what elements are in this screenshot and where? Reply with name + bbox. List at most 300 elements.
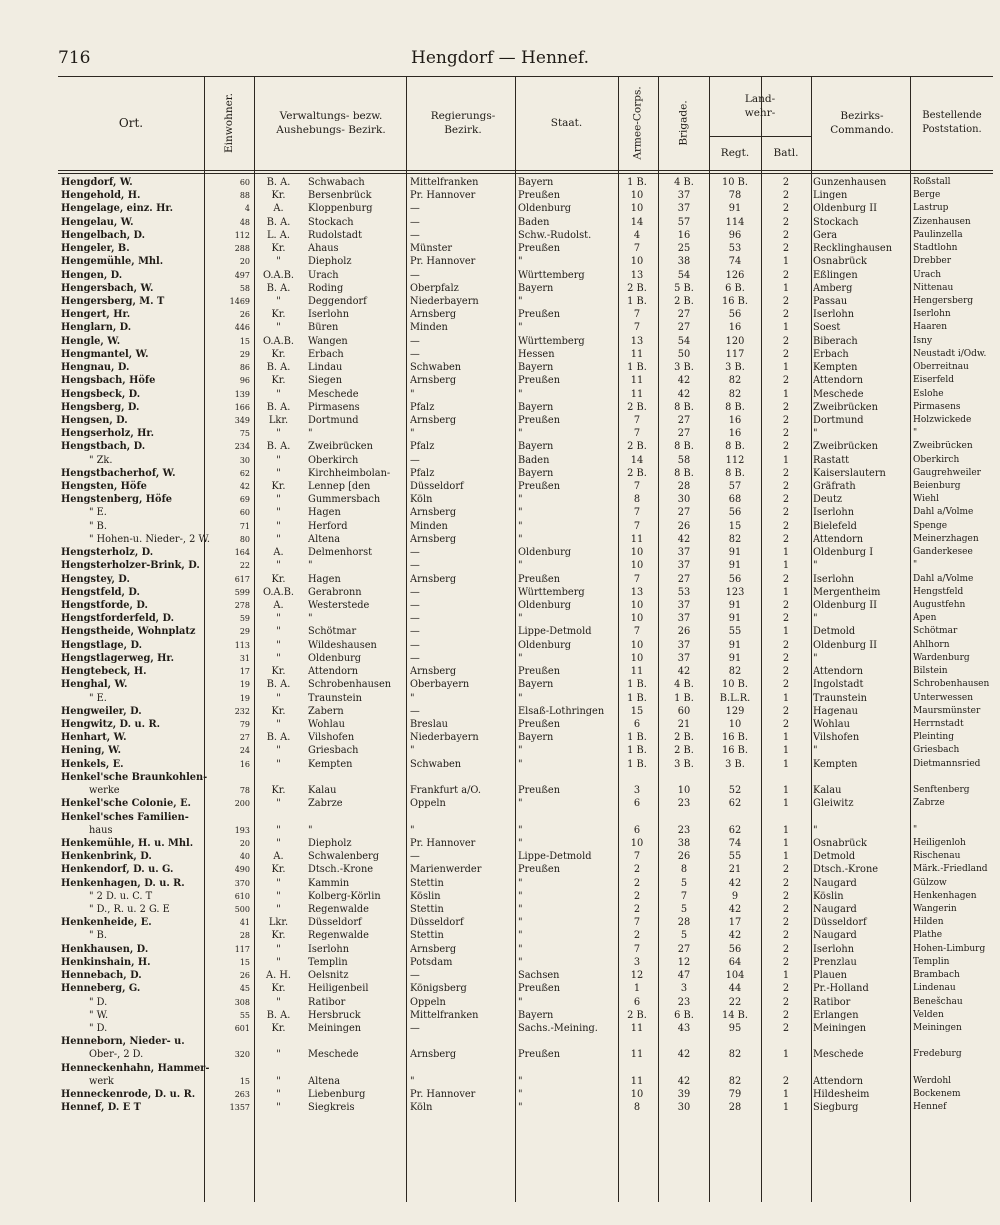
cell-brig: 8 B. — [674, 401, 694, 413]
cell-staat: Oldenburg — [518, 547, 572, 559]
table-row — [58, 639, 993, 652]
cell-regt: 16 — [728, 428, 742, 440]
cell-regt: B.L.R. — [719, 692, 751, 704]
table-row — [58, 784, 993, 797]
cell-batl: 1 — [782, 732, 790, 744]
cell-brig: 27 — [677, 507, 691, 519]
cell-typ: " — [276, 1089, 281, 1101]
cell-reg: — — [410, 269, 420, 281]
cell-staat: Württemberg — [518, 269, 585, 281]
cell-staat: Preußen — [518, 243, 561, 255]
cell-staat: Sachs.-Meining. — [518, 1023, 598, 1034]
table-row — [58, 1022, 993, 1035]
cell-pop: 60 — [239, 178, 250, 187]
cell-name: Henhart, W. — [61, 732, 127, 744]
cell-ak: 1 B. — [627, 758, 647, 770]
cell-post: Apen — [913, 613, 937, 624]
cell-batl: 2 — [782, 573, 790, 585]
cell-post: Velden — [913, 1009, 944, 1020]
cell-regt: 17 — [728, 917, 742, 929]
cell-typ: Kr. — [271, 1023, 286, 1034]
cell-regt: 16 B. — [722, 295, 748, 307]
cell-batl: 1 — [782, 388, 790, 400]
cell-verw: " — [308, 824, 313, 836]
cell-typ: " — [276, 256, 281, 268]
cell-batl: 2 — [782, 190, 790, 202]
cell-reg: Stettin — [410, 930, 444, 942]
cell-regt: 68 — [728, 494, 742, 506]
cell-pop: 490 — [234, 865, 250, 875]
cell-typ: " — [276, 877, 281, 889]
table-body — [58, 176, 993, 1115]
cell-regt: 91 — [728, 652, 742, 664]
cell-pop: 79 — [239, 719, 250, 729]
cell-regt: 10 B. — [722, 177, 748, 188]
cell-reg: " — [410, 1075, 415, 1087]
cell-bez: Pr.-Holland — [813, 983, 869, 995]
cell-brig: 43 — [677, 1023, 691, 1034]
cell-name: " 2 D. u. C. T — [89, 890, 153, 902]
cell-post: Heiligenloh — [913, 837, 966, 848]
cell-batl: 2 — [782, 507, 790, 519]
cell-post: Senftenberg — [913, 785, 970, 796]
cell-reg: Marienwerder — [410, 864, 482, 876]
cell-reg: Oppeln — [410, 996, 446, 1008]
cell-name: Henneborn, Nieder- u. — [61, 1036, 185, 1048]
cell-pop: 40 — [239, 852, 250, 862]
table-row — [58, 969, 993, 982]
cell-verw: Liebenburg — [308, 1089, 366, 1101]
cell-bez: Iserlohn — [813, 309, 855, 321]
cell-brig: 30 — [677, 1102, 691, 1114]
cell-ak: 10 — [630, 547, 644, 559]
cell-reg: " — [410, 692, 415, 704]
cell-post: Maursmünster — [913, 705, 981, 716]
cell-verw: Wohlau — [308, 718, 345, 730]
cell-post: Dahl a/Volme — [913, 573, 974, 584]
cell-name: " D. — [89, 1023, 108, 1034]
cell-verw: Kirchheimbolan- — [308, 467, 391, 479]
cell-pop: 320 — [234, 1050, 250, 1060]
cell-post: Nittenau — [913, 282, 954, 293]
cell-bez: Gleiwitz — [813, 798, 854, 810]
cell-reg: Köslin — [410, 890, 441, 902]
cell-bez: Kalau — [813, 785, 842, 797]
cell-staat: " — [518, 322, 523, 334]
cell-bez: Plauen — [813, 970, 847, 982]
cell-post: Wardenburg — [913, 652, 970, 663]
cell-staat: Preußen — [518, 573, 561, 585]
cell-bez: Lingen — [813, 190, 848, 202]
cell-brig: 27 — [677, 428, 691, 440]
cell-batl: 2 — [782, 203, 790, 215]
cell-name: Hengmantel, W. — [61, 348, 149, 360]
cell-brig: 37 — [677, 613, 691, 625]
cell-verw: Regenwalde — [308, 930, 369, 942]
cell-typ: Kr. — [271, 666, 286, 678]
cell-typ: " — [276, 639, 281, 651]
cell-batl: 2 — [782, 864, 790, 876]
cell-typ: " — [276, 996, 281, 1008]
cell-batl: 2 — [782, 520, 790, 532]
cell-ak: 2 — [633, 877, 641, 889]
cell-name: Hengstbach, D. — [61, 441, 146, 453]
cell-batl: 2 — [782, 481, 790, 493]
cell-pop: 42 — [239, 482, 250, 492]
cell-reg: " — [410, 745, 415, 757]
cell-pop: 15 — [239, 336, 250, 346]
cell-brig: 27 — [677, 414, 691, 426]
cell-brig: 42 — [677, 375, 691, 387]
cell-post: Eslohe — [913, 388, 944, 399]
cell-reg: Arnsberg — [410, 507, 457, 519]
cell-verw: Schötmar — [308, 626, 357, 638]
cell-verw: Kammin — [308, 877, 350, 889]
table-row — [58, 440, 993, 453]
cell-reg: Frankfurt a/O. — [410, 785, 481, 797]
cell-batl: 1 — [782, 547, 790, 559]
table-row — [58, 546, 993, 559]
cell-name: " B. — [89, 930, 107, 942]
cell-batl: 2 — [782, 494, 790, 506]
page-header — [0, 42, 1000, 72]
cell-pop: 1357 — [229, 1103, 250, 1113]
cell-brig: 25 — [677, 243, 691, 255]
cell-staat: " — [518, 494, 523, 506]
cell-verw: Rudolstadt — [308, 229, 363, 241]
cell-typ: A. — [273, 600, 284, 611]
cell-bez: Vilshofen — [813, 732, 860, 744]
cell-pop: 232 — [234, 706, 250, 716]
cell-bez: Gunzenhausen — [813, 177, 887, 188]
table-row — [58, 229, 993, 242]
cell-bez: Naugard — [813, 930, 857, 942]
cell-pop: 31 — [239, 653, 250, 663]
cell-batl: 2 — [782, 428, 790, 440]
cell-reg: " — [410, 428, 415, 440]
table-row — [58, 216, 993, 229]
cell-brig: 42 — [677, 666, 691, 678]
cell-staat: Bayern — [518, 177, 554, 188]
cell-ak: 10 — [630, 639, 644, 651]
table-row — [58, 612, 993, 625]
cell-name: Hengsterholz, D. — [61, 547, 154, 559]
table-row — [58, 1088, 993, 1101]
cell-pop: 15 — [239, 957, 250, 967]
cell-regt: 56 — [728, 943, 742, 955]
cell-reg: Pr. Hannover — [410, 837, 476, 849]
cell-typ: Kr. — [271, 309, 286, 321]
cell-batl: 1 — [782, 798, 790, 810]
cell-verw: Gerabronn — [308, 586, 362, 598]
cell-ak: 4 — [633, 229, 641, 241]
cell-typ: Kr. — [271, 243, 286, 255]
cell-typ: " — [276, 533, 281, 545]
cell-verw: Diepholz — [308, 837, 352, 849]
cell-batl: 2 — [782, 533, 790, 545]
cell-post: Hennef — [913, 1102, 947, 1113]
cell-verw: Altena — [308, 1075, 341, 1087]
cell-batl: 2 — [782, 890, 790, 902]
cell-ak: 2 B. — [627, 1009, 647, 1021]
table-row — [58, 559, 993, 572]
cell-post: Lastrup — [913, 203, 949, 214]
cell-staat: Bayern — [518, 679, 554, 691]
cell-batl: 2 — [782, 705, 790, 717]
cell-regt: 112 — [725, 454, 745, 466]
cell-batl: 1 — [782, 454, 790, 466]
cell-typ: A. — [273, 547, 284, 559]
table-row — [58, 321, 993, 334]
table-row — [58, 308, 993, 321]
cell-ak: 3 — [633, 785, 641, 797]
cell-ak: 10 — [630, 560, 644, 572]
cell-bez: Köslin — [813, 890, 844, 902]
cell-regt: 10 — [728, 718, 742, 730]
cell-post: Gaugrehweiler — [913, 467, 981, 478]
cell-typ: Kr. — [271, 375, 286, 387]
cell-brig: 37 — [677, 547, 691, 559]
cell-name: werke — [89, 785, 120, 797]
cell-pop: 19 — [239, 680, 250, 690]
cell-ak: 2 — [633, 904, 641, 916]
cell-name: Ober-, 2 D. — [89, 1049, 144, 1061]
cell-batl: 1 — [782, 282, 790, 294]
cell-verw: Iserlohn — [308, 943, 350, 955]
cell-typ: " — [276, 904, 281, 916]
cell-pop: 59 — [239, 614, 250, 624]
cell-pop: 601 — [234, 1024, 250, 1033]
table-row — [58, 255, 993, 268]
cell-typ: Kr. — [271, 983, 286, 995]
cell-staat: " — [518, 996, 523, 1008]
cell-batl: 2 — [782, 996, 790, 1008]
cell-bez: Ratibor — [813, 996, 851, 1008]
cell-staat: Baden — [518, 216, 550, 228]
cell-ak: 2 — [633, 930, 641, 942]
cell-ak: 6 — [633, 798, 641, 810]
cell-batl: 2 — [782, 348, 790, 360]
table-row — [58, 731, 993, 744]
cell-name: " B. — [89, 520, 107, 532]
header-batl: Batl. — [773, 147, 799, 159]
table-row — [58, 388, 993, 401]
cell-name: Hengstforde, D. — [61, 600, 148, 611]
cell-verw: Griesbach — [308, 745, 359, 757]
cell-verw: Schrobenhausen — [308, 679, 392, 691]
cell-ak: 6 — [633, 718, 641, 730]
cell-regt: 74 — [728, 256, 742, 268]
cell-reg: — — [410, 705, 420, 717]
cell-ak: 2 B. — [627, 441, 647, 453]
cell-bez: Bielefeld — [813, 520, 857, 532]
cell-brig: 27 — [677, 322, 691, 334]
cell-regt: 74 — [728, 837, 742, 849]
cell-batl: 2 — [782, 216, 790, 228]
cell-batl: 2 — [782, 718, 790, 730]
cell-pop: 278 — [234, 601, 250, 610]
cell-pop: 617 — [234, 574, 250, 584]
cell-staat: Preußen — [518, 375, 561, 387]
cell-verw: Traunstein — [308, 692, 362, 704]
cell-ak: 15 — [630, 705, 644, 717]
cell-typ: " — [276, 758, 281, 770]
cell-ak: 2 — [633, 890, 641, 902]
cell-name: Hengsberg, D. — [61, 401, 140, 413]
cell-post: Holzwickede — [913, 414, 972, 425]
cell-verw: Schwalenberg — [308, 851, 379, 863]
cell-reg: — — [410, 348, 420, 360]
cell-regt: 56 — [728, 507, 742, 519]
cell-batl: 2 — [782, 1009, 790, 1021]
cell-staat: " — [518, 520, 523, 532]
cell-pop: 69 — [239, 495, 250, 505]
cell-regt: 104 — [725, 970, 745, 982]
cell-name: Henkemühle, H. u. Mhl. — [61, 837, 194, 849]
cell-regt: 16 B. — [722, 745, 748, 757]
header-brigade-text: Brigade. — [677, 100, 690, 146]
cell-typ: B. A. — [266, 177, 291, 188]
cell-reg: Pr. Hannover — [410, 190, 476, 202]
cell-post: Gülzow — [913, 877, 947, 888]
cell-bez: Hildesheim — [813, 1089, 870, 1101]
table-row — [58, 1048, 993, 1061]
cell-staat: " — [518, 1102, 523, 1114]
cell-bez: " — [813, 745, 818, 757]
cell-pop: 234 — [234, 442, 250, 452]
table-row — [58, 401, 993, 414]
cell-bez: Passau — [813, 295, 848, 307]
cell-pop: 610 — [234, 891, 250, 901]
cell-verw: Erbach — [308, 348, 344, 360]
cell-pop: 500 — [234, 905, 250, 915]
table-row — [58, 202, 993, 215]
cell-ak: 10 — [630, 256, 644, 268]
cell-ak: 1 B. — [627, 732, 647, 744]
table-row — [58, 1009, 993, 1022]
cell-verw: Templin — [308, 956, 348, 968]
cell-brig: 8 B. — [674, 441, 694, 453]
cell-typ: " — [276, 745, 281, 757]
cell-reg: Oppeln — [410, 798, 446, 810]
table-row — [58, 480, 993, 493]
cell-verw: Gummersbach — [308, 494, 381, 506]
cell-regt: 10 B. — [722, 679, 748, 691]
cell-brig: 37 — [677, 560, 691, 572]
cell-ak: 6 — [633, 996, 641, 1008]
cell-ak: 7 — [633, 243, 641, 255]
cell-staat: Preußen — [518, 414, 561, 426]
cell-post: Ganderkesee — [913, 547, 973, 558]
cell-typ: " — [276, 626, 281, 638]
cell-brig: 4 B. — [674, 679, 694, 691]
cell-ak: 13 — [630, 269, 644, 281]
table-row — [58, 361, 993, 374]
cell-verw: Oldenburg — [308, 652, 362, 664]
cell-verw: Düsseldorf — [308, 917, 362, 929]
cell-verw: Dtsch.-Krone — [308, 864, 374, 876]
table-row — [58, 520, 993, 533]
cell-staat: " — [518, 692, 523, 704]
cell-name: Hengstey, D. — [61, 573, 130, 585]
cell-name: Henkenhagen, D. u. R. — [61, 877, 185, 889]
cell-verw: Ratibor — [308, 996, 346, 1008]
cell-pop: 96 — [239, 376, 250, 386]
cell-name: Hengstforderfeld, D. — [61, 613, 175, 625]
cell-batl: 2 — [782, 441, 790, 453]
cell-reg: Potsdam — [410, 956, 453, 968]
cell-regt: 42 — [728, 904, 742, 916]
cell-regt: 82 — [728, 533, 742, 545]
cell-batl: 1 — [782, 256, 790, 268]
cell-typ: Kr. — [271, 864, 286, 876]
cell-pop: 60 — [239, 508, 250, 518]
cell-pop: 166 — [234, 402, 250, 412]
cell-typ: O.A.B. — [262, 335, 295, 347]
cell-staat: Bayern — [518, 282, 554, 294]
cell-brig: 28 — [677, 481, 691, 493]
cell-staat: " — [518, 295, 523, 307]
cell-brig: 47 — [677, 970, 691, 982]
cell-bez: Eßlingen — [813, 269, 858, 281]
cell-post: Brambach — [913, 970, 960, 981]
cell-verw: Zweibrücken — [308, 441, 373, 453]
cell-batl: 2 — [782, 414, 790, 426]
cell-staat: Schw.-Rudolst. — [518, 229, 592, 241]
cell-regt: 91 — [728, 600, 742, 611]
cell-bez: Ingolstadt — [813, 679, 864, 691]
cell-regt: 42 — [728, 877, 742, 889]
cell-staat: " — [518, 560, 523, 572]
cell-typ: B. A. — [266, 216, 291, 228]
cell-staat: " — [518, 917, 523, 929]
cell-reg: Stettin — [410, 877, 444, 889]
page-title: Hengdorf — Hennef. — [411, 48, 589, 68]
cell-typ: " — [276, 1049, 281, 1061]
cell-batl: 1 — [782, 824, 790, 836]
cell-bez: Erbach — [813, 348, 849, 360]
cell-bez: Iserlohn — [813, 943, 855, 955]
cell-pop: 20 — [239, 838, 250, 848]
cell-batl: 1 — [782, 1049, 790, 1061]
cell-name: Hengeler, B. — [61, 243, 130, 255]
cell-bez: Osnabrück — [813, 256, 867, 268]
cell-name: Hengelbach, D. — [61, 229, 146, 241]
cell-ak: 10 — [630, 190, 644, 202]
cell-staat: " — [518, 837, 523, 849]
cell-post: Herrnstadt — [913, 718, 964, 729]
cell-verw: Zabrze — [308, 798, 343, 810]
cell-brig: 37 — [677, 652, 691, 664]
cell-ak: 7 — [633, 520, 641, 532]
cell-pop: 288 — [234, 244, 250, 254]
cell-staat: Württemberg — [518, 586, 585, 598]
cell-ak: 10 — [630, 837, 644, 849]
cell-bez: Amberg — [813, 282, 853, 294]
cell-bez: Zweibrücken — [813, 441, 878, 453]
table-row — [58, 824, 993, 837]
cell-ak: 2 — [633, 864, 641, 876]
cell-post: Meiningen — [913, 1023, 962, 1033]
cell-ak: 11 — [630, 1049, 644, 1061]
cell-verw: Westerstede — [308, 600, 370, 611]
cell-brig: 3 B. — [674, 758, 694, 770]
cell-pop: 30 — [239, 455, 250, 465]
cell-name: Henkenheide, E. — [61, 917, 152, 929]
header-rule-1 — [58, 170, 993, 171]
cell-pop: 80 — [239, 534, 250, 544]
cell-typ: " — [276, 507, 281, 519]
